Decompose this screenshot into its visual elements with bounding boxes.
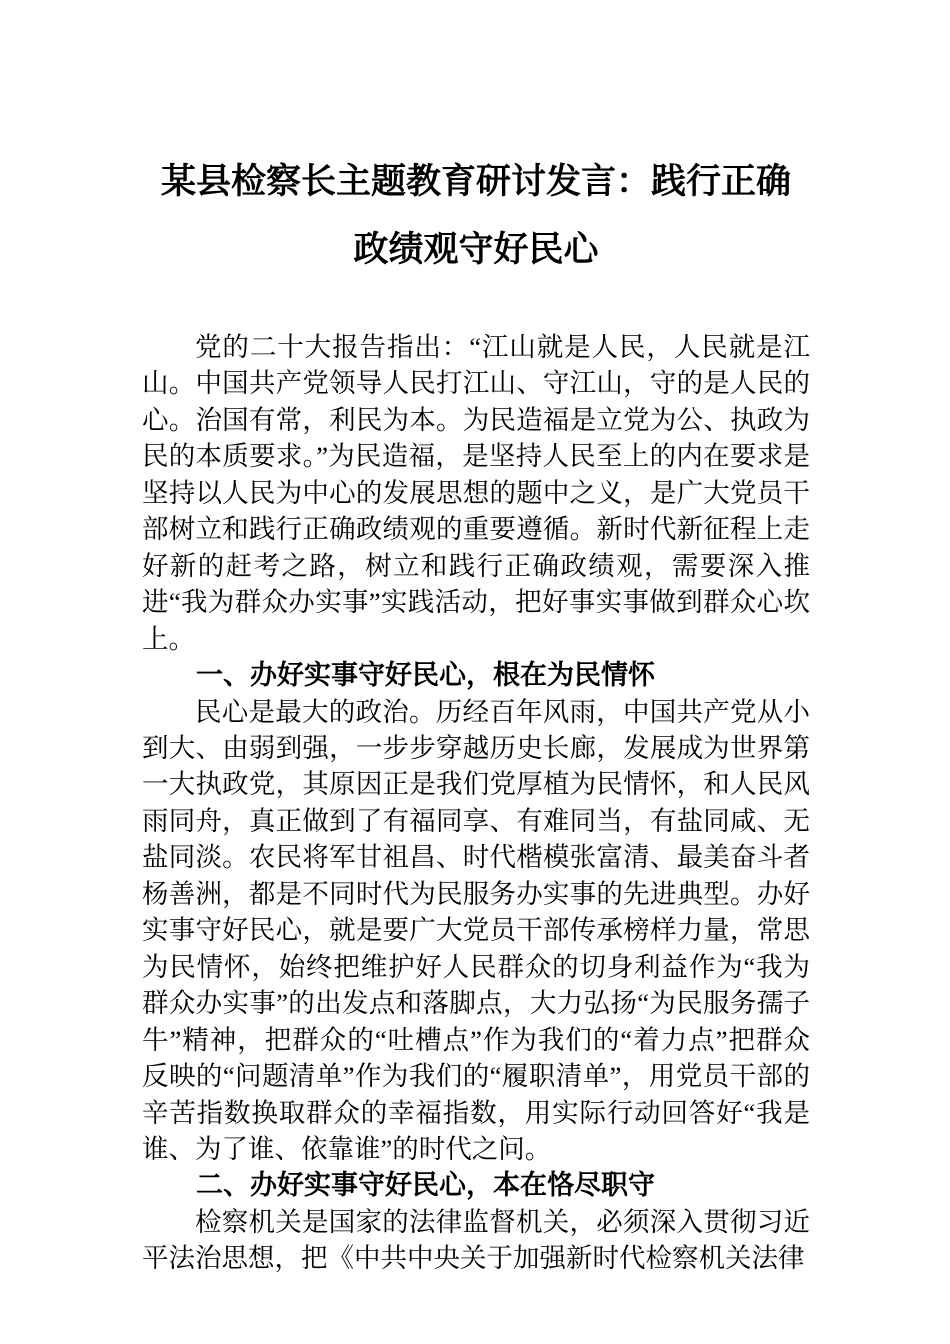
paragraph-section-1: 民心是最大的政治。历经百年风雨，中国共产党从小到大、由弱到强，一步步穿越历史长廊，发展成为世界第一大执政党，其原因正是我们党厚植为民情怀，和人民风雨同舟，真正做到了有福同享、有难同当，有盐同咸、无盐同淡。农民将军甘祖昌、时代楷模张富清、最美奋斗者杨善洲，都是不同时代为民服务办实事的先进典型。办好实事守好民心，就是要广大党员干部传承榜样力量，常思为民情怀，始终把维护好人民群众的切身利益作为“我为群众办实事”的出发点和落脚点，大力弘扬“为民服务孺子牛”精神，把群众的“吐槽点”作为我们的“着力点”把群众反映的“问题清单”作为我们的“履职清单”，用党员干部的辛苦指数换取群众的幸福指数，用实际行动回答好“我是谁、为了谁、依靠谁”的时代之问。	[142, 696, 810, 1164]
section-heading-1: 一、办好实事守好民心，根在为民情怀	[196, 660, 655, 691]
document-body	[142, 329, 810, 1277]
paragraph-intro: 党的二十大报告指出：“江山就是人民，人民就是江山。中国共产党领导人民打江山、守江山，守的是人民的心。治国有常，利民为本。为民造福是立党为公、执政为民的本质要求。”为民造福，是坚持人民至上的内在要求是坚持以人民为中心的发展思想的题中之义，是广大党员干部树立和践行正确政绩观的重要遵循。新时代新征程上走好新的赶考之路，树立和践行正确政绩观，需要深入推进“我为群众办实事”实践活动，把好事实事做到群众心坎上。	[142, 332, 810, 654]
paragraph-section-2: 检察机关是国家的法律监督机关，必须深入贯彻习近平法治思想，把《中共中央关于加强新时代检察机关法律	[142, 1206, 810, 1274]
section-heading-2: 二、办好实事守好民心，本在恪尽职守	[196, 1170, 655, 1201]
document-title	[142, 148, 810, 284]
document-title-line-1: 某县检察长主题教育研讨发言：践行正确	[160, 162, 791, 201]
document-title-line-2: 政绩观守好民心	[353, 230, 599, 269]
